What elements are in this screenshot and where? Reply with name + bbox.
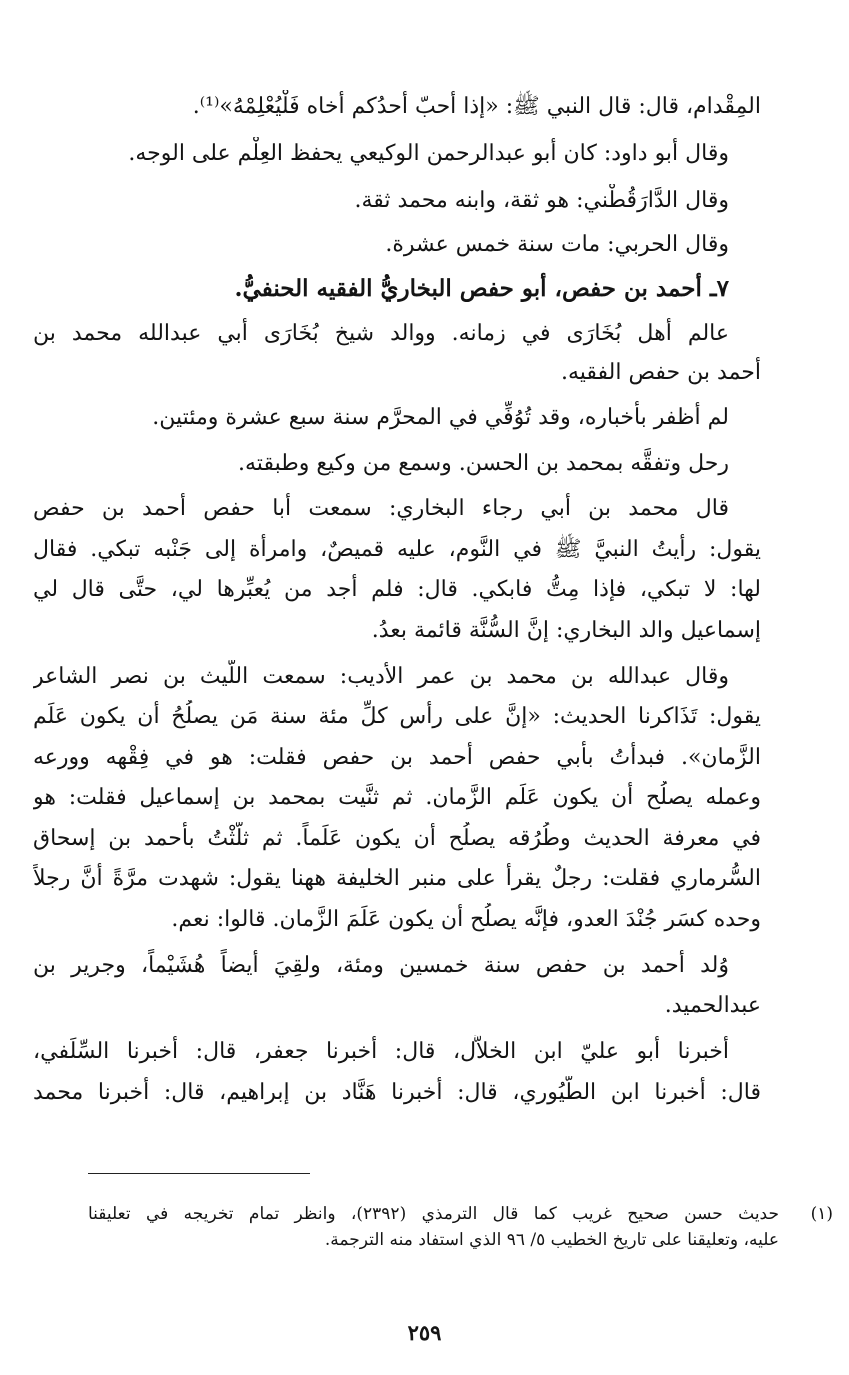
text-line: عالم أهل بُخَارَى في زمانه. ووالد شيخ بُخَارَى أبي عبدالله محمد بن (33, 321, 729, 346)
footnote-separator (88, 1173, 310, 1174)
text-line: وعمله يصلُح أن يكون عَلَم الزَّمان. ثم ثنَّيت بمحمد بن إسماعيل فقلت: هو (33, 785, 761, 810)
text-line: إسماعيل والد البخاري: إنَّ السُّنَّة قائمة بعدُ. (371, 618, 761, 643)
text-line: يقول: رأيتُ النبيَّ ﷺ في النَّوم، عليه قميصٌ، وامرأة إلى جَنْبه تبكي. فقال (33, 537, 761, 562)
text-line: لم أظفر بأخباره، وقد تُوُفِّي في المحرَّم سنة سبع عشرة ومئتين. (152, 405, 729, 430)
text-line: يقول: تَذَاكرنا الحديث: «إنَّ على رأس كلِّ مئة سنة مَن يصلُحُ أن يكون عَلَم (33, 704, 761, 729)
text-line: رحل وتفقَّه بمحمد بن الحسن. وسمع من وكيع وطبقته. (238, 451, 729, 476)
text-line: وحده كسَر جُنْدَ العدو، فإنَّه يصلُح أن يكون عَلَمَ الزَّمان. قالوا: نعم. (171, 907, 761, 932)
footnote-line: عليه، وتعليقنا على تاريخ الخطيب ٥/ ٩٦ الذي استفاد منه الترجمة. (324, 1230, 779, 1250)
text-line: أخبرنا أبو عليّ ابن الخلاَّل، قال: أخبرنا جعفر، قال: أخبرنا السِّلَفي، (33, 1039, 729, 1064)
text-line: وقال الدَّارَقُطْني: هو ثقة، وابنه محمد ثقة. (354, 188, 729, 213)
text-line: لها: لا تبكي، فإذا مِتُّ فابكي. قال: فلم أجد من يُعبِّرها لي، حتَّى قال لي (33, 577, 761, 602)
footnote-number: (١) (810, 1204, 833, 1224)
text-line: عبدالحميد. (664, 993, 761, 1018)
text-line: أحمد بن حفص الفقيه. (560, 360, 761, 385)
text-line: السُّرماري فقلت: رجلٌ يقرأ على منبر الخليفة ههنا يقول: شهدت مرَّةً أنَّ رجلاً (33, 866, 761, 891)
page-number: ٢٥٩ (407, 1320, 442, 1345)
text-line: الزَّمان». فبدأتُ بأبي حفص أحمد بن حفص فقلت: هو في فِقْهه وورعه (33, 745, 761, 770)
text-line: وقال الحربي: مات سنة خمس عشرة. (385, 232, 729, 257)
entry-heading: ٧ـ أحمد بن حفص، أبو حفص البخاريُّ الفقيه الحنفيُّ. (234, 275, 729, 302)
text-line: في معرفة الحديث وطُرُقه يصلُح أن يكون عَلَماً. ثم ثلَّثْتُ بأحمد بن إسحاق (33, 826, 761, 851)
text-line: وُلد أحمد بن حفص سنة خمسين ومئة، ولقِيَ أيضاً هُشَيْماً، وجرير بن (33, 953, 729, 978)
text-line: وقال عبدالله بن محمد بن عمر الأديب: سمعت اللَّيث بن نصر الشاعر (33, 664, 729, 689)
text-line: قال محمد بن أبي رجاء البخاري: سمعت أبا حفص أحمد بن حفص (33, 496, 729, 521)
footnote-line: حديث حسن صحيح غريب كما قال الترمذي (٢٣٩٢)، وانظر تمام تخريجه في تعليقنا (88, 1204, 779, 1224)
text-line: وقال أبو داود: كان أبو عبدالرحمن الوكيعي يحفظ العِلْم على الوجه. (128, 141, 729, 166)
text-line: المِقْدام، قال: قال النبي ﷺ: «إذا أحبّ أحدُكم أخاه فَلْيُعْلِمْهُ»⁽¹⁾. (192, 94, 761, 119)
text-line: قال: أخبرنا ابن الطُّيُوري، قال: أخبرنا هَنَّاد بن إبراهيم، قال: أخبرنا محمد (33, 1080, 761, 1105)
